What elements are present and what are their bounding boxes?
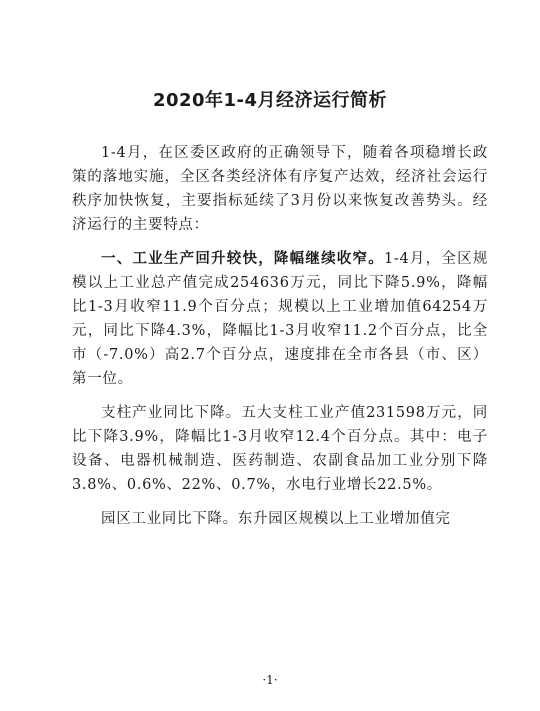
document-title: 2020年1-4月经济运行简析 xyxy=(152,90,388,111)
section-heading: 一、工业生产回升较快，降幅继续收窄。 xyxy=(101,251,384,267)
paragraph-text: 园区工业同比下降。东升园区规模以上工业增加值完 xyxy=(101,511,451,527)
paragraph-industry xyxy=(72,247,488,391)
paragraph-pillar-industries xyxy=(72,401,488,497)
paragraph-text: 支柱产业同比下降。五大支柱工业产值231598万元，同比下降3.9%，降幅比1-3月收窄12.4个百分点。其中：电子设备、电器机械制造、医药制造、农副食品加工业分别下降3.8%、0.6%、22%、0.7%，水电行业增长22.5%。 xyxy=(72,405,488,493)
paragraph-park-industry xyxy=(72,507,488,531)
paragraph-text: 1-4月，全区规模以上工业总产值完成254636万元，同比下降5.9%，降幅比1-3月收窄11.9个百分点；规模以上工业增加值64254万元，同比下降4.3%，降幅比1-3月收窄11.2个百分点，比全市（-7.0%）高2.7个百分点，速度排在全市各县（市、区）第一位。 xyxy=(72,251,488,387)
document-body xyxy=(72,141,488,541)
page-number: ·1· xyxy=(262,673,278,687)
paragraph-text: 1-4月，在区委区政府的正确领导下，随着各项稳增长政策的落地实施，全区各类经济体有序复产达效，经济社会运行秩序加快恢复，主要指标延续了3月份以来恢复改善势头。经济运行的主要特点： xyxy=(72,145,488,233)
paragraph-intro xyxy=(72,141,488,237)
